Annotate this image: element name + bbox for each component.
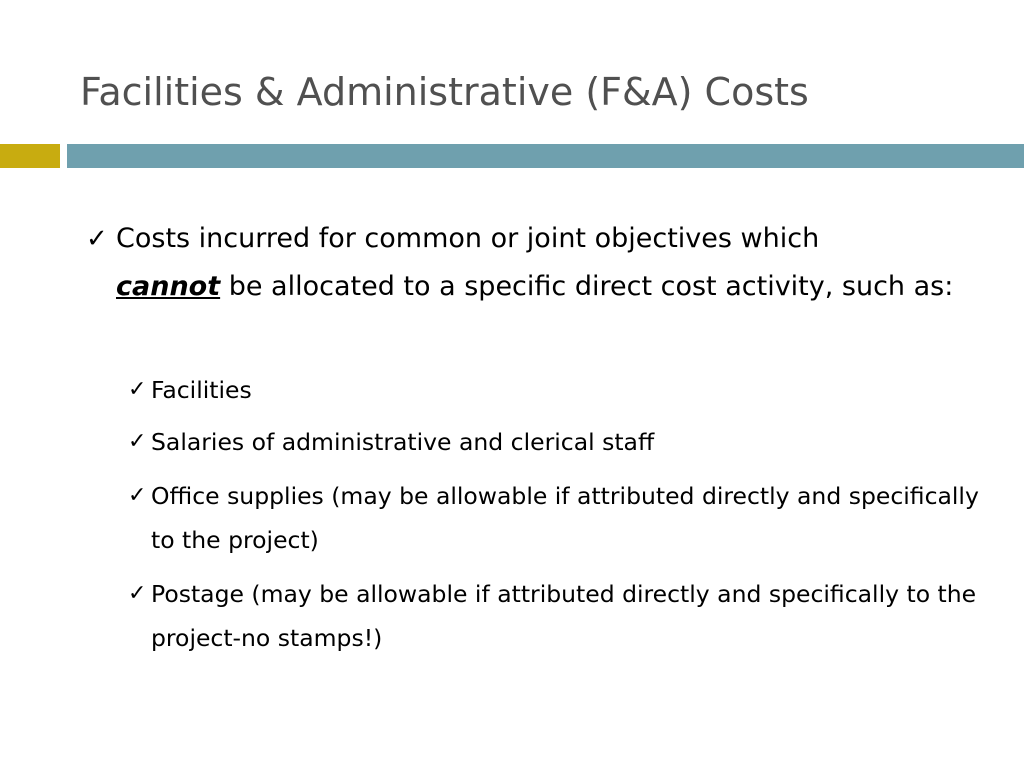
checkmark-icon: ✓ xyxy=(128,429,147,454)
main-bullet-emphasis: cannot xyxy=(116,271,221,302)
checkmark-icon: ✓ xyxy=(128,483,147,508)
accent-bar-teal xyxy=(67,144,1024,168)
main-bullet-text-after: be allocated to a specific direct cost activity, such as: xyxy=(228,271,954,302)
sub-bullet-text: Facilities xyxy=(151,376,252,404)
checkmark-icon: ✓ xyxy=(86,224,108,254)
sub-bullet-text: Office supplies (may be allowable if attributed directly and specifically to the project) xyxy=(151,482,979,554)
slide-title: Facilities & Administrative (F&A) Costs xyxy=(80,70,809,114)
accent-bar-gold xyxy=(0,144,60,168)
main-bullet-text-before: Costs incurred for common or joint objectives which xyxy=(116,223,820,254)
sub-bullet xyxy=(128,572,988,660)
sub-bullet xyxy=(128,474,988,562)
sub-bullet-text: Salaries of administrative and clerical staff xyxy=(151,428,655,456)
main-bullet xyxy=(86,215,986,311)
checkmark-icon: ✓ xyxy=(128,581,147,606)
checkmark-icon: ✓ xyxy=(128,377,147,402)
sub-bullet xyxy=(128,420,988,464)
sub-bullet-text: Postage (may be allowable if attributed directly and specifically to the project-no stamps!) xyxy=(151,580,977,652)
sub-bullet xyxy=(128,368,988,412)
main-bullet-text xyxy=(86,215,986,311)
